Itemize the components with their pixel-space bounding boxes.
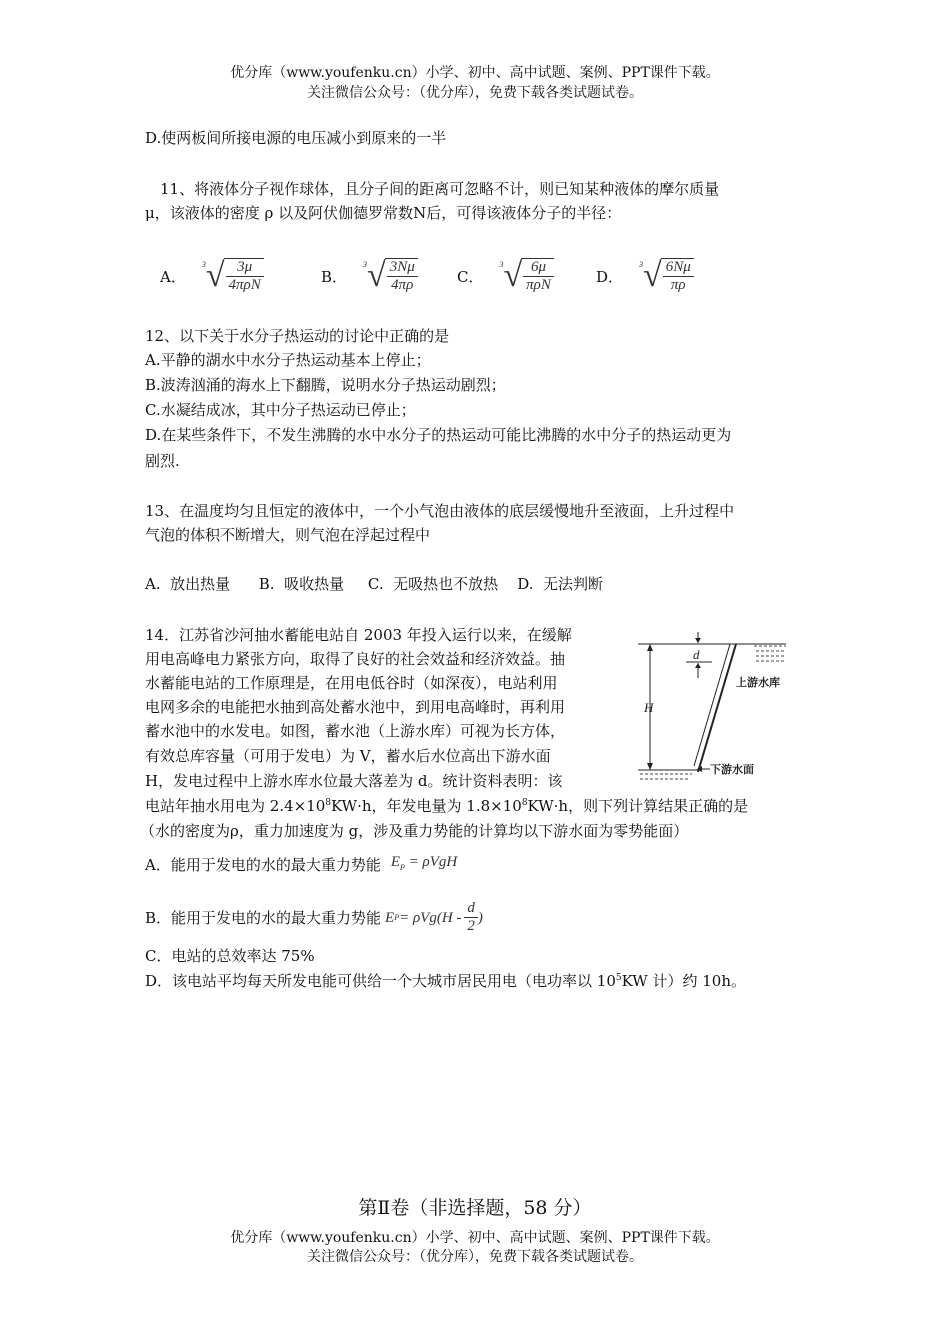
q12-option-b: B.波涛汹涌的海水上下翻腾，说明水分子热运动剧烈； [145,376,506,394]
header-line-2: 关注微信公众号：（优分库），免费下载各类试题试卷。 [307,85,643,101]
label-upper-reservoir: 上游水库 [736,676,780,689]
formula-ep-b [385,900,483,935]
subscript: P [400,863,405,872]
root-index: 3 [363,260,368,269]
q12-option-d-line-1: D.在某些条件下，不发生沸腾的水中水分子的热运动可能比沸腾的水中分子的热运动更为 [145,426,732,444]
q14-option-b [145,900,483,935]
q14-line-4: 电网多余的电能把水抽到高处蓄水池中，到用电高峰时，再利用 [145,698,566,716]
q11-choice-c [457,258,554,294]
subscript: P [394,912,400,922]
option-text: KW 计）约 10h。 [621,972,746,990]
q11-choice-a [160,258,264,294]
formula-rest: = ρVg(H - [399,909,462,926]
q12-option-d-line-2: 剧烈. [145,452,180,470]
denominator: 4πρ [391,277,414,293]
exponent: 5 [615,973,622,983]
text: KW·h，年发电量为 1.8×10 [331,797,522,815]
formula-symbol: E [390,854,401,870]
q11-stem-1: 11、将液体分子视作球体，且分子间的距离可忽略不计，则已知某种液体的摩尔质量 [160,180,720,198]
label-H: H [644,700,654,715]
cube-root-formula: 3 √ $\frac{6N\mu}{\pi\rho}$ [639,258,694,294]
q13-choices: A. 放出热量 B. 吸收热量 C. 无吸热也不放热 D. 无法判断 [145,575,604,593]
q12-stem: 12、以下关于水分子热运动的讨论中正确的是 [145,327,450,345]
cube-root-formula: 3 √ $\frac{6\mu}{\text{πρN}}$ [499,258,553,294]
header-line-1: 优分库（www.youfenku.cn）小学、初中、高中试题、案例、PPT课件下载。 [230,65,720,81]
exponent: 8 [325,798,332,808]
numerator: 6μ [523,259,554,277]
q14-line-3: 水蓄能电站的工作原理是，在用电低谷时（如深夜），电站利用 [145,674,558,692]
q14-line-7: H，发电过程中上游水库水位最大落差为 d。统计资料表明：该 [145,772,563,790]
root-index: 3 [639,260,644,269]
option-text: D．该电站平均每天所发电能可供给一个大城市居民用电（电功率以 10 [145,972,616,990]
q14-line-9: （水的密度为ρ，重力加速度为 g，涉及重力势能的计算均以下游水面为零势能面） [140,822,689,840]
label-d: d [693,647,700,662]
text: KW·h，则下列计算结果正确的是 [527,797,749,815]
choice-label: A． [160,267,186,286]
section-2-title: 第Ⅱ卷（非选择题，58 分） [358,1197,592,1219]
label-lower-water: 下游水面 [710,763,754,776]
root-index: 3 [499,260,504,269]
q14-option-d [145,970,746,992]
formula-rest: = ρVgH [404,854,458,870]
text: 电站年抽水用电为 2.4×10 [145,797,326,815]
q14-line-6: 有效总库容量（可用于发电）为 V，蓄水后水位高出下游水面 [145,747,551,765]
q14-option-a [145,851,457,879]
formula-symbol: E [385,909,395,926]
exponent: 8 [521,798,528,808]
root-index: 3 [201,260,206,269]
cube-root-formula: 3 √ $\frac{3\mu}{\text{4πρN}}$ [202,258,264,294]
numerator: d [464,900,478,918]
q14-line-8 [145,795,748,817]
footer-line-1: 优分库（www.youfenku.cn）小学、初中、高中试题、案例、PPT课件下载。 [230,1230,720,1246]
numerator: 6Nμ [663,259,694,277]
dam-slope [698,644,736,772]
q10-option-d: D.使两板间所接电源的电压减小到原来的一半 [145,129,447,147]
q11-choice-b [321,258,418,294]
q12-option-a: A.平静的湖水中水分子热运动基本上停止； [145,351,431,369]
q11-choice-d [596,258,694,294]
arrow-up-icon [695,663,701,668]
q13-stem-2: 气泡的体积不断增大，则气泡在浮起过程中 [145,526,431,544]
numerator: 3Nμ [387,259,418,277]
cube-root-formula: 3 √ $\frac{3N\mu}{4\pi\rho}$ [363,258,418,294]
q14-option-c: C．电站的总效率达 75% [145,947,315,965]
arrow-down-icon [647,763,653,770]
choice-label: B． [321,267,348,286]
q14-line-2: 用电高峰电力紧张方向，取得了良好的社会效益和经济效益。抽 [145,650,566,668]
formula-ep-a [391,851,457,879]
arrow-up-icon [647,644,653,651]
reservoir-diagram [636,632,792,788]
choice-label: D． [596,267,624,286]
denominator: πρN [526,277,551,293]
denominator: πρ [670,277,686,293]
footer-line-2: 关注微信公众号：（优分库），免费下载各类试题试卷。 [307,1249,643,1265]
q14-line-1: 14．江苏省沙河抽水蓄能电站自 2003 年投入运行以来，在缓解 [145,626,572,644]
q14-line-5: 蓄水池中的水发电。如图，蓄水池（上游水库）可视为长方体， [145,722,566,740]
q11-stem-2: μ，该液体的密度 ρ 以及阿伏伽德罗常数N后，可得该液体分子的半径： [145,204,622,222]
q13-stem-1: 13、在温度均匀且恒定的液体中，一个小气泡由液体的底层缓慢地升至液面，上升过程中 [145,502,735,520]
numerator: 3μ [226,259,264,277]
denominator: 2 [467,918,475,934]
arrow-down-icon [695,638,701,643]
formula-close: ) [477,909,483,926]
denominator: 4πρN [228,277,261,293]
choice-label: C． [457,267,484,286]
option-text: A．能用于发电的水的最大重力势能 [145,856,381,874]
q12-option-c: C.水凝结成冰，其中分子热运动已停止； [145,401,416,419]
option-text: B．能用于发电的水的最大重力势能 [145,908,382,927]
